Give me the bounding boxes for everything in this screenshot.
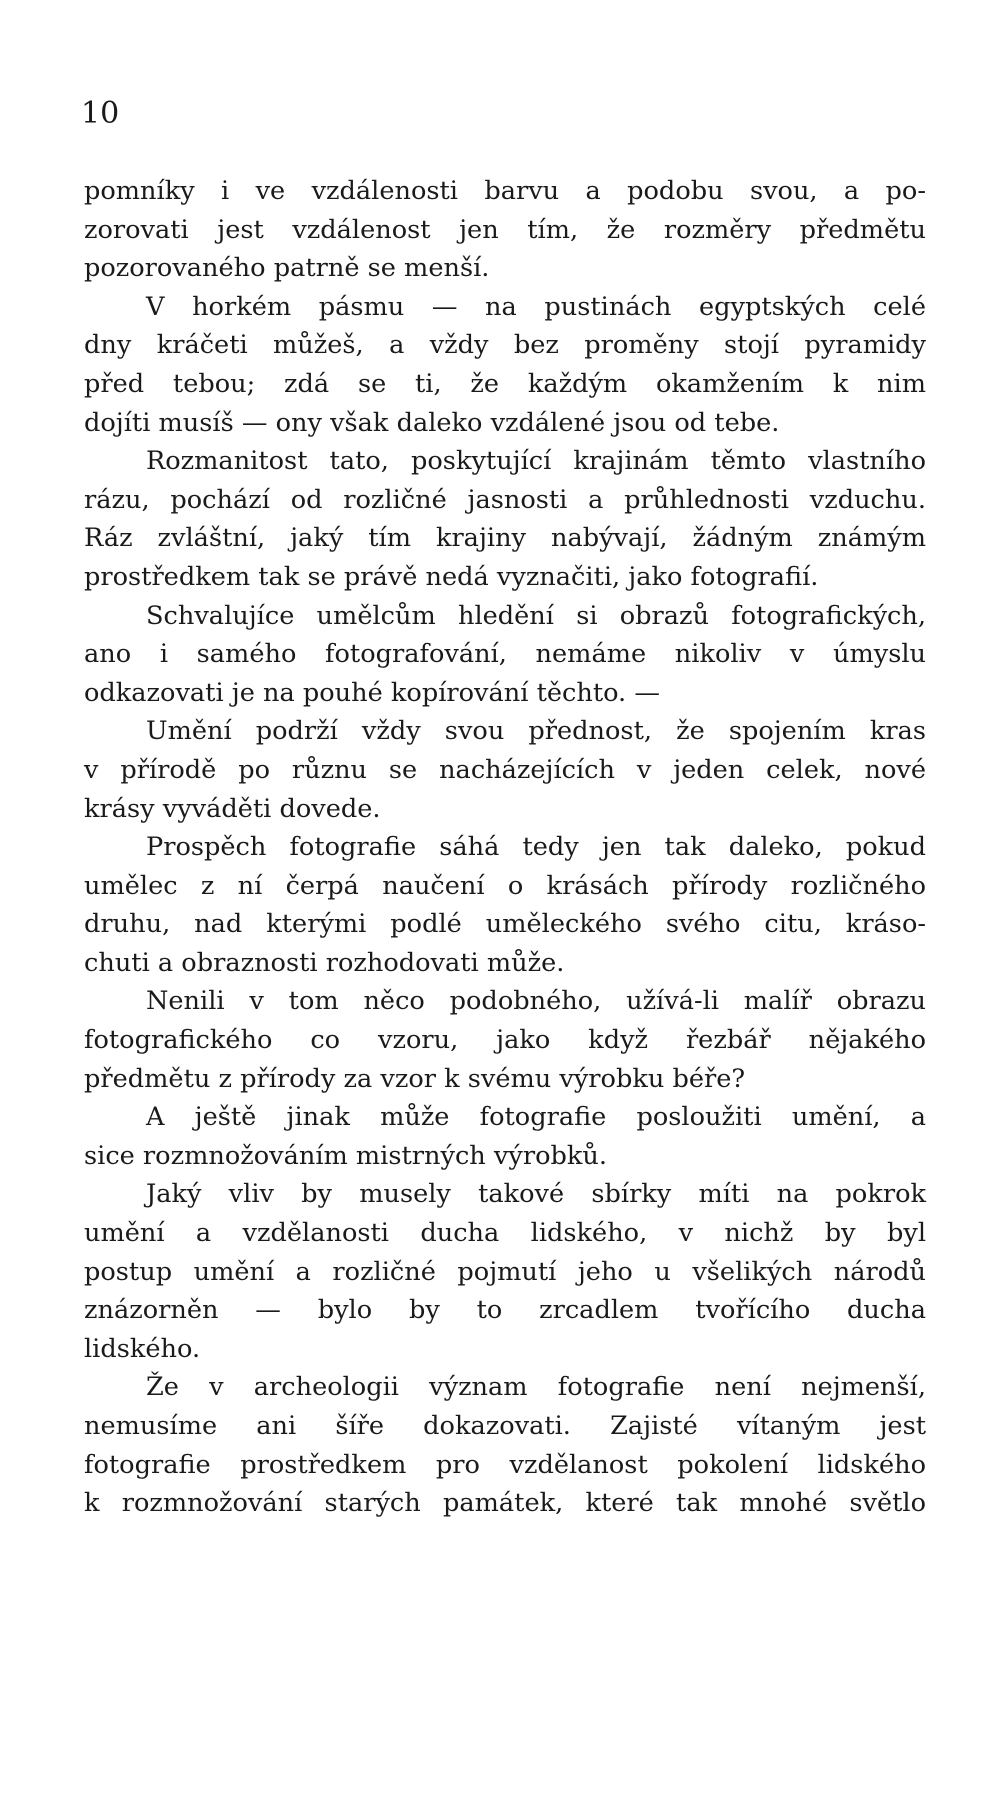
text-line: sice rozmnožováním mistrných výrobků. [84,1140,607,1171]
text-line: k rozmnožování starých památek, které tak mnohé světlo [84,1488,926,1519]
text-line: Jaký vliv by musely takové sbírky míti na pokrok [146,1179,926,1210]
text-line: v přírodě po různu se nacházejících v jeden celek, nové [84,754,926,785]
text-line: dojíti musíš — ony však daleko vzdálené jsou od tebe. [84,407,780,438]
text-line: předmětu z přírody za vzor k svému výrobku béře? [84,1063,746,1094]
text-line: Schvalujíce umělcům hledění si obrazů fotografických, [146,600,926,631]
body-text [84,172,926,1523]
text-line: znázorněn — bylo by to zrcadlem tvořícího ducha [84,1295,926,1326]
text-line: fotografického co vzoru, jako když řezbář nějakého [84,1025,926,1056]
text-line: krásy vyváděti dovede. [84,793,381,824]
text-line: umění a vzdělanosti ducha lidského, v nichž by byl [84,1218,926,1249]
text-line: odkazovati je na pouhé kopírování těchto. — [84,677,660,708]
text-line: Nenili v tom něco podobného, užívá-li malíř obrazu [146,986,926,1017]
text-line: Prospěch fotografie sáhá tedy jen tak daleko, pokud [146,832,926,863]
text-line: chuti a obraznosti rozhodovati může. [84,947,565,978]
text-line: zorovati jest vzdálenost jen tím, že rozměry předmětu [84,214,926,245]
text-line: druhu, nad kterými podlé uměleckého svého citu, kráso- [84,909,926,940]
text-line: Ráz zvláštní, jaký tím krajiny nabývají, žádným známým [84,523,926,554]
text-line: před tebou; zdá se ti, že každým okamžením k nim [84,368,926,399]
text-line: postup umění a rozličné pojmutí jeho u všelikých národů [84,1256,926,1287]
text-line: Že v archeologii význam fotografie není nejmenší, [146,1372,926,1403]
text-line: rázu, pochází od rozličné jasnosti a průhlednosti vzduchu. [84,484,926,515]
text-line: Rozmanitost tato, poskytující krajinám těmto vlastního [146,446,926,477]
text-line: pozorovaného patrně se menší. [84,253,490,284]
text-line: ano i samého fotografování, nemáme nikoliv v úmyslu [84,639,926,670]
text-line: pomníky i ve vzdálenosti barvu a podobu svou, a po- [84,176,926,206]
text-line: Umění podrží vždy svou přednost, že spojením kras [146,716,926,747]
page-number: 10 [81,96,120,131]
text-line: prostředkem tak se právě nedá vyznačiti, jako fotografií. [84,561,819,592]
text-line: nemusíme ani šíře dokazovati. Zajisté vítaným jest [84,1411,926,1441]
text-line: A ještě jinak může fotografie posloužiti umění, a [146,1102,926,1133]
text-line: dny kráčeti můžeš, a vždy bez proměny stojí pyramidy [84,330,926,361]
text-line: umělec z ní čerpá naučení o krásách přírody rozličného [84,870,926,901]
text-line: V horkém pásmu — na pustinách egyptských celé [146,291,926,322]
text-line: fotografie prostředkem pro vzdělanost pokolení lidského [84,1449,926,1480]
text-line: lidského. [84,1333,201,1364]
